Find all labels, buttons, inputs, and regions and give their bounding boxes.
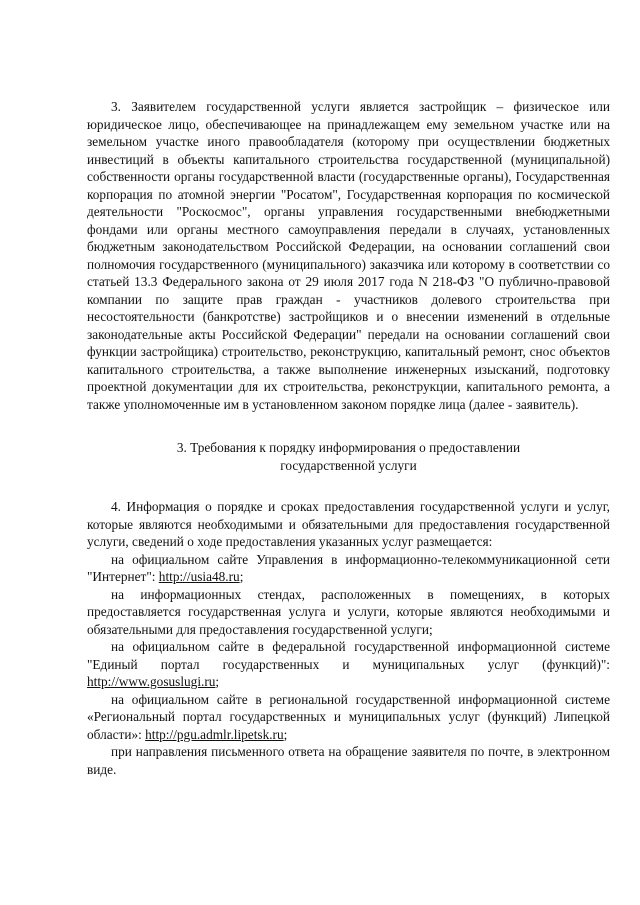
section-heading-line-1: 3. Требования к порядку информирования о предоставлении — [176, 440, 521, 455]
list-item-end: ; — [215, 674, 220, 689]
list-item-text: на официальном сайте Управления в информационно-телекоммуникационной сети "Интернет": — [87, 551, 610, 584]
section-heading-line-2: государственной услуги — [280, 457, 417, 473]
list-item-info-stands: на информационных стендах, расположенных в помещениях, в которых предоставляется государственная услуга и услуги, которые являются необходимыми и обязательными для предоставления государственной услуги; — [87, 586, 610, 637]
pgu-lipetsk-link[interactable]: http://pgu.admlr.lipetsk.ru — [145, 726, 284, 742]
section-heading — [87, 439, 610, 474]
list-item-mail: при направления письменного ответа на обращение заявителя по почте, в электронном виде. — [87, 744, 610, 777]
list-item-end: ; — [239, 569, 244, 584]
paragraph-4: 4. Информация о порядке и сроках предоставления государственной услуги и услуг, которые являются необходимыми и обязательными для предоставления государственной услуги, сведений о ходе предоставления указанных услуг размещается: — [87, 499, 610, 549]
list-item-regional-portal — [87, 691, 610, 744]
list-item-text: на официальном сайте в федеральной государственной информационной системе "Единый портал государственных и муниципальных услуг (функций)": — [87, 639, 610, 672]
list-item-text: на официальном сайте в региональной государственной информационной системе «Региональный портал государственных и муниципальных услуг (функций) Липецкой области»: — [87, 691, 610, 742]
gosuslugi-link[interactable]: http://www.gosuslugi.ru — [87, 674, 216, 689]
paragraph-3: 3. Заявителем государственной услуги является застройщик – физическое или юридическое лицо, обеспечивающее на принадлежащем ему земельном участке или на земельном участке иного правообладателя (которому при осуществлении бюджетных инвестиций в объекты капитального строительства государственной (муниципальной) собственности органы государственной власти (государственные органы), Государственная корпорация по атомной энергии "Росатом", Государственная корпорация по космической деятельности "Роскосмос", органы управления государственными внебюджетными фондами или органы местного самоуправления передали в случаях, установленных бюджетным законодательством Российской Федерации, на основании соглашений свои полномочия государственного (муниципального) заказчика или которому в соответствии со статьей 13.3 Федерального закона от 29 июля 2017 года N 218-ФЗ "О публично-правовой компании по защите прав граждан - участников долевого строительства при несостоятельности (банкротстве) застройщиков и о внесении изменений в отдельные законодательные акты Российской Федерации" передали на основании соглашений свои функции застройщика) строительство, реконструкцию, капитальный ремонт, снос объектов капитального строительства, а также выполнение инженерных изысканий, подготовку проектной документации для их строительства, реконструкции, капитального ремонта, а также уполномоченные им в установленном законом порядке лица (далее - заявитель). — [87, 99, 610, 412]
usia48-link[interactable]: http://usia48.ru — [158, 569, 240, 584]
list-item-usia-site — [87, 551, 610, 586]
list-item-gosuslugi — [87, 638, 610, 691]
list-item-end: ; — [283, 726, 288, 742]
document-page — [87, 98, 610, 778]
